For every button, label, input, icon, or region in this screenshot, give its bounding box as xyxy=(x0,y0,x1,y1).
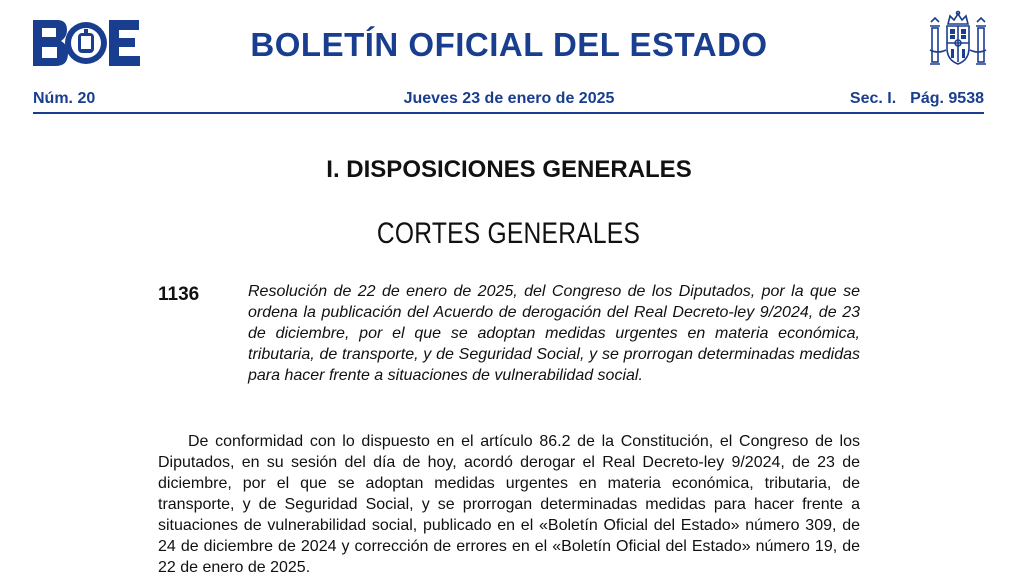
document-body-paragraph: De conformidad con lo dispuesto en el artículo 86.2 de la Constitución, el Congreso de los Diputados, en su sesión del día de hoy, acordó derogar el Real Decreto-ley 9/2024, de 23 de diciembre, por el que se adoptan medidas urgentes en materia económica, tributaria, de transporte, y de Seguridad Social, y se prorrogan determinadas medidas para hacer frente a situaciones de vulnerabilidad social, publicado en el «Boletín Oficial del Estado» número 309, de 24 de diciembre de 2024 y corrección de errores en el «Boletín Oficial del Estado» número 19, de 22 de enero de 2025. xyxy=(158,433,860,576)
section-page xyxy=(850,90,984,108)
organ-heading-text: CORTES GENERALES xyxy=(377,217,641,250)
section-label: Sec. I. xyxy=(849,90,897,107)
masthead-title: BOLETÍN OFICIAL DEL ESTADO xyxy=(250,26,768,63)
document-number: 1136 xyxy=(158,284,200,305)
organ-heading xyxy=(0,217,1018,251)
issue-date: Jueves 23 de enero de 2025 xyxy=(403,90,615,107)
issue-number: Núm. 20 xyxy=(33,90,96,107)
document-title: Resolución de 22 de enero de 2025, del Congreso de los Diputados, por la que se ordena la publicación del Acuerdo de derogación del Real Decreto-ley 9/2024, de 23 de diciembre, por el que se adoptan medidas urgentes en materia económica, tributaria, de transporte, y de Seguridad Social, y se prorrogan determinadas medidas para hacer frente a situaciones de vulnerabilidad social. xyxy=(248,283,860,384)
page-label: Pág. 9538 xyxy=(910,90,984,107)
spain-coat-of-arms-icon xyxy=(928,10,988,72)
header-divider xyxy=(33,112,984,114)
section-heading: I. DISPOSICIONES GENERALES xyxy=(326,156,692,183)
